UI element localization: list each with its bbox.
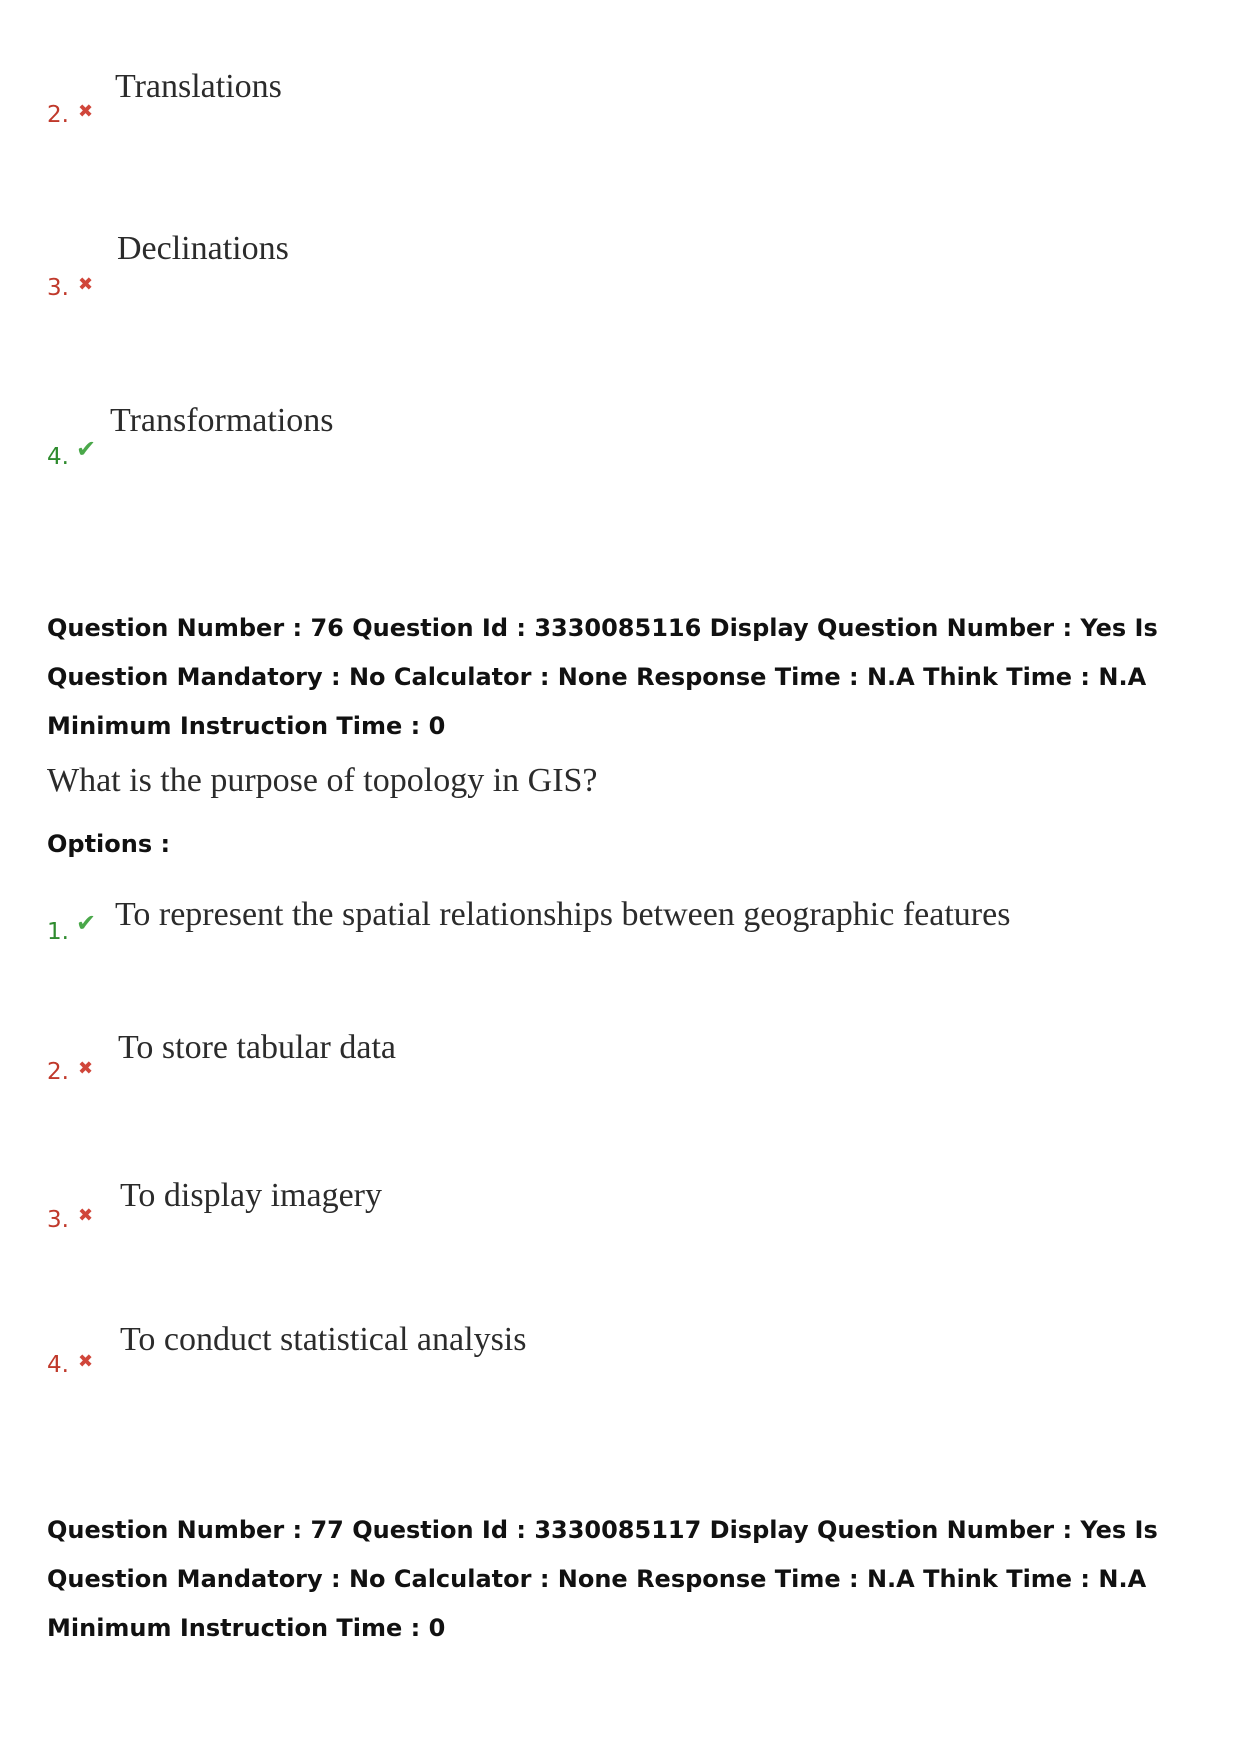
cross-mark-icon: ✖ — [78, 1205, 94, 1226]
option-number: 4. — [47, 1352, 69, 1378]
check-mark-icon: ✔ — [76, 909, 97, 937]
option-number: 2. — [47, 1059, 69, 1085]
option-number: 2. — [47, 102, 69, 128]
question-77-meta: Question Number : 77 Question Id : 3330085117 Display Question Number : Yes Is Question Mandatory : No Calculator : None Response Time : N.A Think Time : N.A Minimum Instruction Time : 0 — [47, 1516, 1158, 1642]
question-76-text: What is the purpose of topology in GIS? — [47, 762, 598, 799]
option-number: 4. — [47, 444, 69, 470]
option-text: Transformations — [110, 402, 334, 439]
option-text: To represent the spatial relationships between geographic features — [115, 896, 1011, 933]
cross-mark-icon: ✖ — [78, 1351, 94, 1372]
option-text: Declinations — [117, 230, 289, 267]
option-text: To display imagery — [120, 1177, 383, 1214]
option-number: 1. — [47, 919, 69, 945]
cross-mark-icon: ✖ — [78, 1058, 94, 1079]
options-label: Options : — [47, 830, 171, 858]
option-number: 3. — [47, 1207, 69, 1233]
question-76-meta: Question Number : 76 Question Id : 3330085116 Display Question Number : Yes Is Question Mandatory : No Calculator : None Response Time : N.A Think Time : N.A Minimum Instruction Time : 0 — [47, 614, 1158, 740]
option-text: To conduct statistical analysis — [120, 1321, 527, 1358]
option-text: To store tabular data — [118, 1029, 397, 1066]
cross-mark-icon: ✖ — [78, 274, 94, 295]
option-text: Translations — [115, 68, 282, 105]
cross-mark-icon: ✖ — [78, 101, 94, 122]
option-number: 3. — [47, 275, 69, 301]
check-mark-icon: ✔ — [76, 435, 97, 463]
